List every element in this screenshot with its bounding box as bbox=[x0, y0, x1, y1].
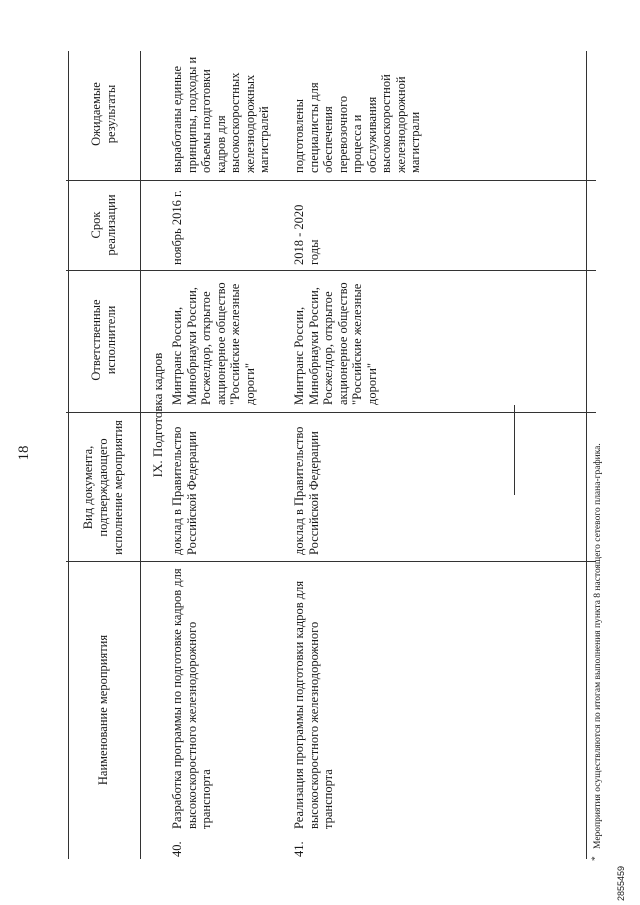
header-document-type: Вид документа, подтверждающего исполнение мероприятия bbox=[81, 420, 125, 555]
end-separator bbox=[514, 405, 515, 495]
document-code: 2855459 bbox=[616, 865, 626, 901]
header-executors: Ответственные исполнители bbox=[89, 299, 118, 381]
row-40-number: 40. bbox=[170, 841, 184, 857]
row-41-executors: Минтранс России, Минобрнауки России, Росжелдор, открытое акционерное общество "Российские железные дороги" bbox=[292, 282, 379, 405]
page-number: 18 bbox=[16, 445, 32, 461]
column-divider-3 bbox=[66, 270, 596, 271]
row-40-name: Разработка программы по подготовке кадров для высокоскоростного железнодорожного транспорта bbox=[170, 568, 213, 829]
column-divider-2 bbox=[66, 412, 596, 413]
row-40-results: выработаны единые принципы, подходы и объемы подготовки кадров для высокоскоростных железнодорожных магистралей bbox=[170, 56, 271, 173]
row-41-results: подготовлены специалисты для обеспечения перевозочного процесса и обслуживания высокоскоростной железнодорожной магистрали bbox=[292, 74, 422, 173]
row-41-document-type: доклад в Правительство Российской Федерации bbox=[292, 426, 321, 555]
row-41-name: Реализация программы подготовки кадров для высокоскоростного железнодорожного транспорта bbox=[292, 580, 335, 829]
footnote-text: Мероприятия осуществляются по итогам выполнения пункта 8 настоящего сетевого плана-графика. bbox=[593, 443, 603, 849]
row-41-number: 41. bbox=[292, 841, 306, 857]
row-40-document-type: доклад в Правительство Российской Федерации bbox=[170, 426, 199, 555]
footnote-marker: * bbox=[591, 856, 601, 861]
column-divider-1 bbox=[66, 561, 596, 562]
header-results: Ожидаемые результаты bbox=[89, 82, 118, 146]
section-title: IX. Подготовка кадров bbox=[150, 352, 165, 478]
row-41-deadline: 2018 - 2020 годы bbox=[292, 204, 321, 265]
header-deadline: Срок реализации bbox=[89, 194, 118, 256]
table-top-rule bbox=[68, 51, 69, 859]
table-header-rule bbox=[140, 51, 141, 859]
row-40-deadline: ноябрь 2016 г. bbox=[170, 190, 184, 265]
header-name: Наименование мероприятия bbox=[96, 634, 110, 786]
column-divider-4 bbox=[66, 180, 596, 181]
row-40-executors: Минтранс России, Минобрнауки России, Росжелдор, открытое акционерное общество "Российские железные дороги" bbox=[170, 282, 257, 405]
footnote-rule bbox=[586, 51, 587, 859]
